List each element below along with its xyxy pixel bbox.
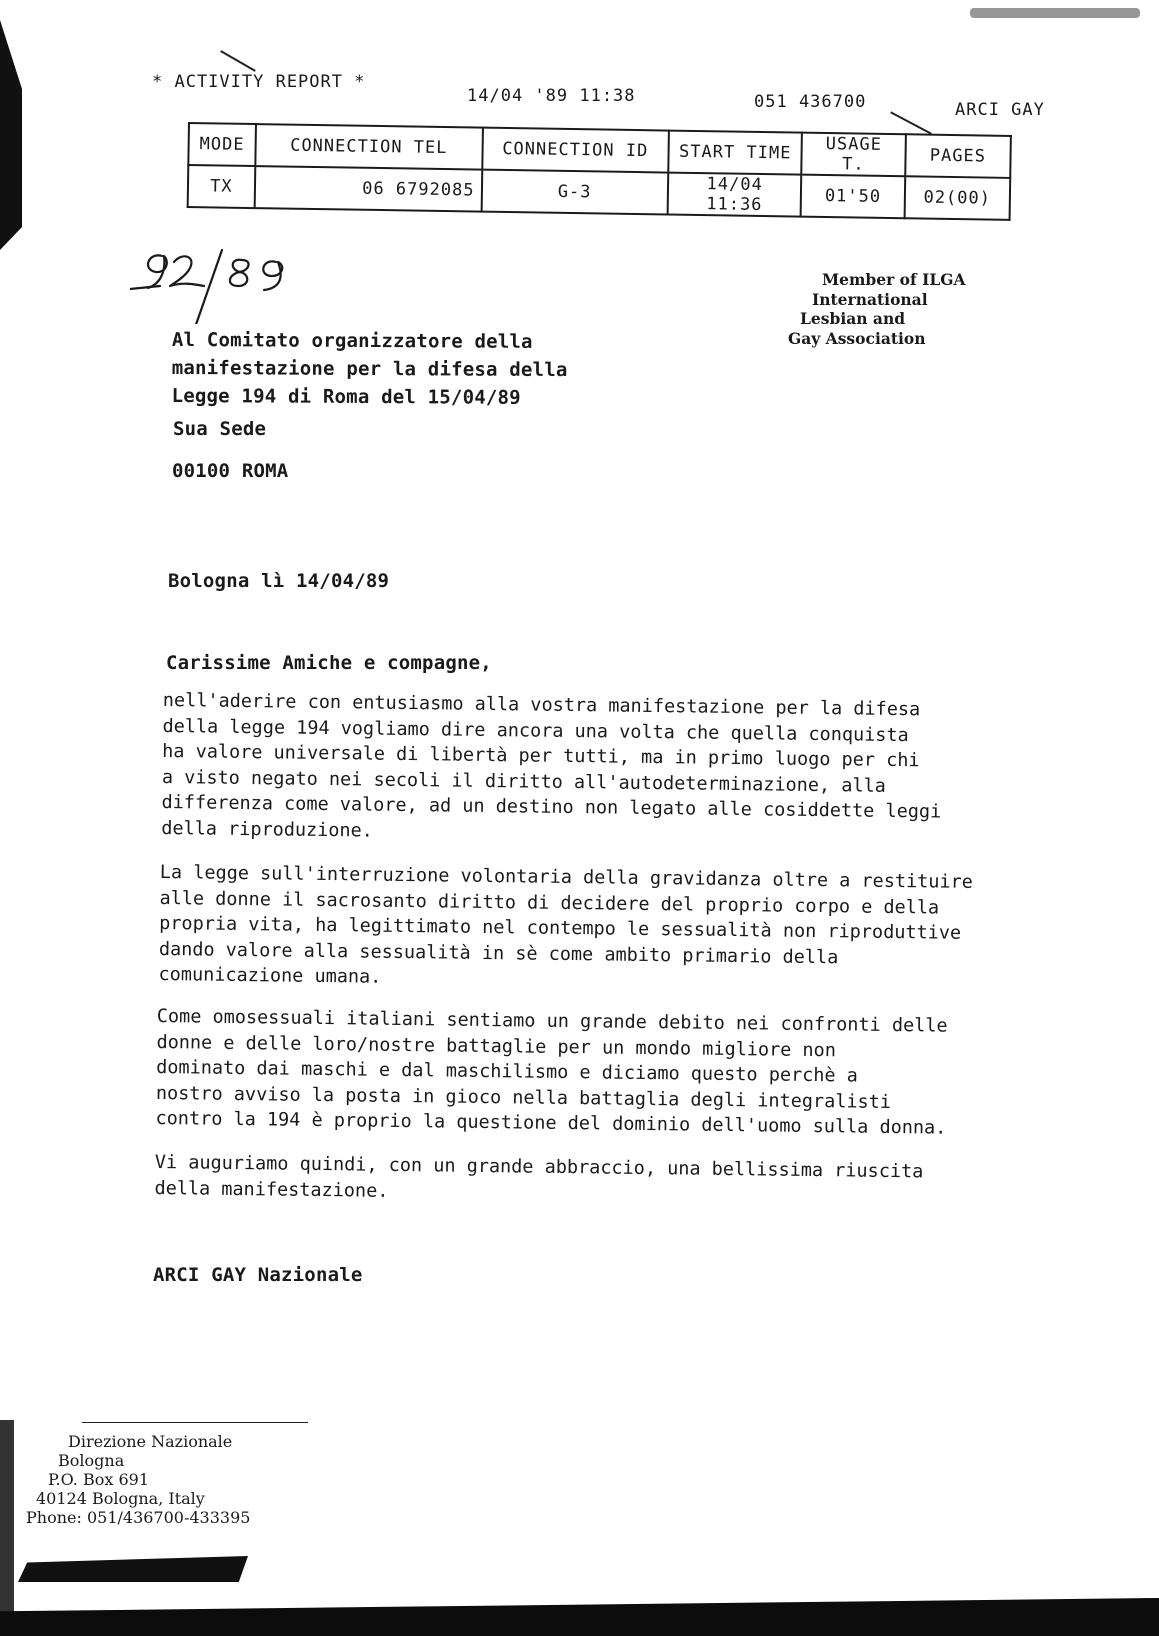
- letter-date: Bologna lì 14/04/89: [168, 570, 390, 592]
- ilga-line: Member of ILGA: [822, 270, 966, 289]
- text-line: della legge 194 vogliamo dire ancora una volta che quella conquista: [162, 715, 909, 746]
- recipient-sede: Sua Sede: [173, 418, 267, 440]
- recipient-address: [172, 326, 568, 412]
- cell-usage: 01'50: [801, 175, 905, 219]
- footer-line: Phone: 051/436700-433395: [26, 1508, 251, 1527]
- footer-line: 40124 Bologna, Italy: [36, 1489, 205, 1508]
- fax-activity-header: [152, 72, 1052, 120]
- text-line: contro la 194 è proprio la questione del dominio dell'uomo sulla donna.: [155, 1107, 947, 1139]
- footer-line: Direzione Nazionale: [68, 1432, 233, 1451]
- col-header-pages: PAGES: [905, 134, 1011, 178]
- text-line: Vi auguriamo quindi, con un grande abbraccio, una bellissima riuscita: [154, 1151, 924, 1183]
- footer-address: [26, 1432, 250, 1527]
- cell-start-time: 14/04 11:36: [667, 173, 801, 217]
- ilga-line: Gay Association: [788, 328, 926, 348]
- ilga-line: Lesbian and: [800, 309, 906, 328]
- text-line: dando valore alla sessualità in sè come ambito primario della: [158, 938, 839, 968]
- col-header-connection-id: CONNECTION ID: [482, 128, 669, 173]
- recipient-line: Legge 194 di Roma del 15/04/89: [171, 384, 521, 409]
- body-paragraph: [158, 860, 973, 997]
- handwritten-protocol-number: [130, 244, 330, 324]
- text-line: donne e delle loro/nostre battaglie per un mondo migliore non: [156, 1031, 837, 1061]
- body-paragraph: [161, 688, 942, 851]
- letter-salutation: Carissime Amiche e compagne,: [166, 652, 492, 674]
- text-line: La legge sull'interruzione volontaria della gravidanza oltre a restituire: [159, 861, 973, 893]
- text-line: comunicazione umana.: [158, 963, 382, 988]
- fax-report-title: * ACTIVITY REPORT *: [152, 72, 366, 92]
- recipient-city: 00100 ROMA: [172, 460, 289, 482]
- text-line: della riproduzione.: [161, 817, 374, 842]
- text-line: Come omosessuali italiani sentiamo un grande debito nei confronti delle: [156, 1005, 948, 1037]
- cell-pages: 02(00): [904, 176, 1010, 220]
- pen-stroke: [220, 50, 256, 72]
- text-line: ha valore universale di libertà per tutti, ma in primo luogo per chi: [162, 740, 920, 772]
- scan-shadow-left-lower: [0, 1420, 14, 1620]
- text-line: differenza come valore, ad un destino non legato alle cosiddette leggi: [161, 791, 942, 823]
- body-paragraph: [155, 1004, 947, 1141]
- scan-shadow-left: [0, 20, 22, 250]
- text-line: a visto negato nei secoli il diritto all'autodeterminazione, alla: [161, 766, 886, 797]
- letter-signature: ARCI GAY Nazionale: [153, 1264, 363, 1286]
- ilga-membership-block: [788, 270, 966, 348]
- cell-connection-id: G-3: [481, 170, 668, 215]
- text-line: della manifestazione.: [154, 1177, 389, 1202]
- pen-stroke: [890, 111, 932, 134]
- col-header-start-time: START TIME: [668, 131, 802, 175]
- body-paragraph: [154, 1150, 923, 1210]
- scan-shadow-bottom: [0, 1598, 1159, 1636]
- recipient-line: manifestazione per la difesa della: [171, 356, 568, 382]
- text-line: nostro avviso la posta in gioco nella battaglia degli integralisti: [155, 1082, 892, 1113]
- fax-activity-table: [187, 122, 1012, 221]
- scan-smudge-top: [970, 8, 1140, 18]
- cell-connection-tel: 06 6792085: [254, 166, 481, 212]
- footer-line: Bologna: [58, 1451, 125, 1470]
- text-line: nell'aderire con entusiasmo alla vostra manifestazione per la difesa: [162, 689, 921, 721]
- fax-sender-phone: 051 436700: [754, 92, 867, 112]
- text-line: alle donne il sacrosanto diritto di decidere del proprio corpo e della: [159, 887, 940, 919]
- col-header-usage: USAGE T.: [802, 133, 906, 177]
- footer-divider: [82, 1422, 308, 1423]
- text-line: propria vita, ha legittimato nel contempo le sessualità non riproduttive: [159, 912, 962, 944]
- fax-report-datetime: 14/04 '89 11:38: [467, 86, 636, 106]
- scan-smudge-bottom: [18, 1556, 248, 1582]
- col-header-connection-tel: CONNECTION TEL: [255, 124, 482, 170]
- fax-sender-name: ARCI GAY: [955, 100, 1045, 120]
- text-line: dominato dai maschi e dal maschilismo e diciamo questo perchè a: [156, 1056, 859, 1087]
- footer-line: P.O. Box 691: [48, 1470, 149, 1489]
- col-header-mode: MODE: [188, 123, 255, 166]
- recipient-line: Al Comitato organizzatore della: [171, 328, 533, 353]
- cell-mode: TX: [188, 165, 255, 208]
- ilga-line: International: [812, 289, 928, 309]
